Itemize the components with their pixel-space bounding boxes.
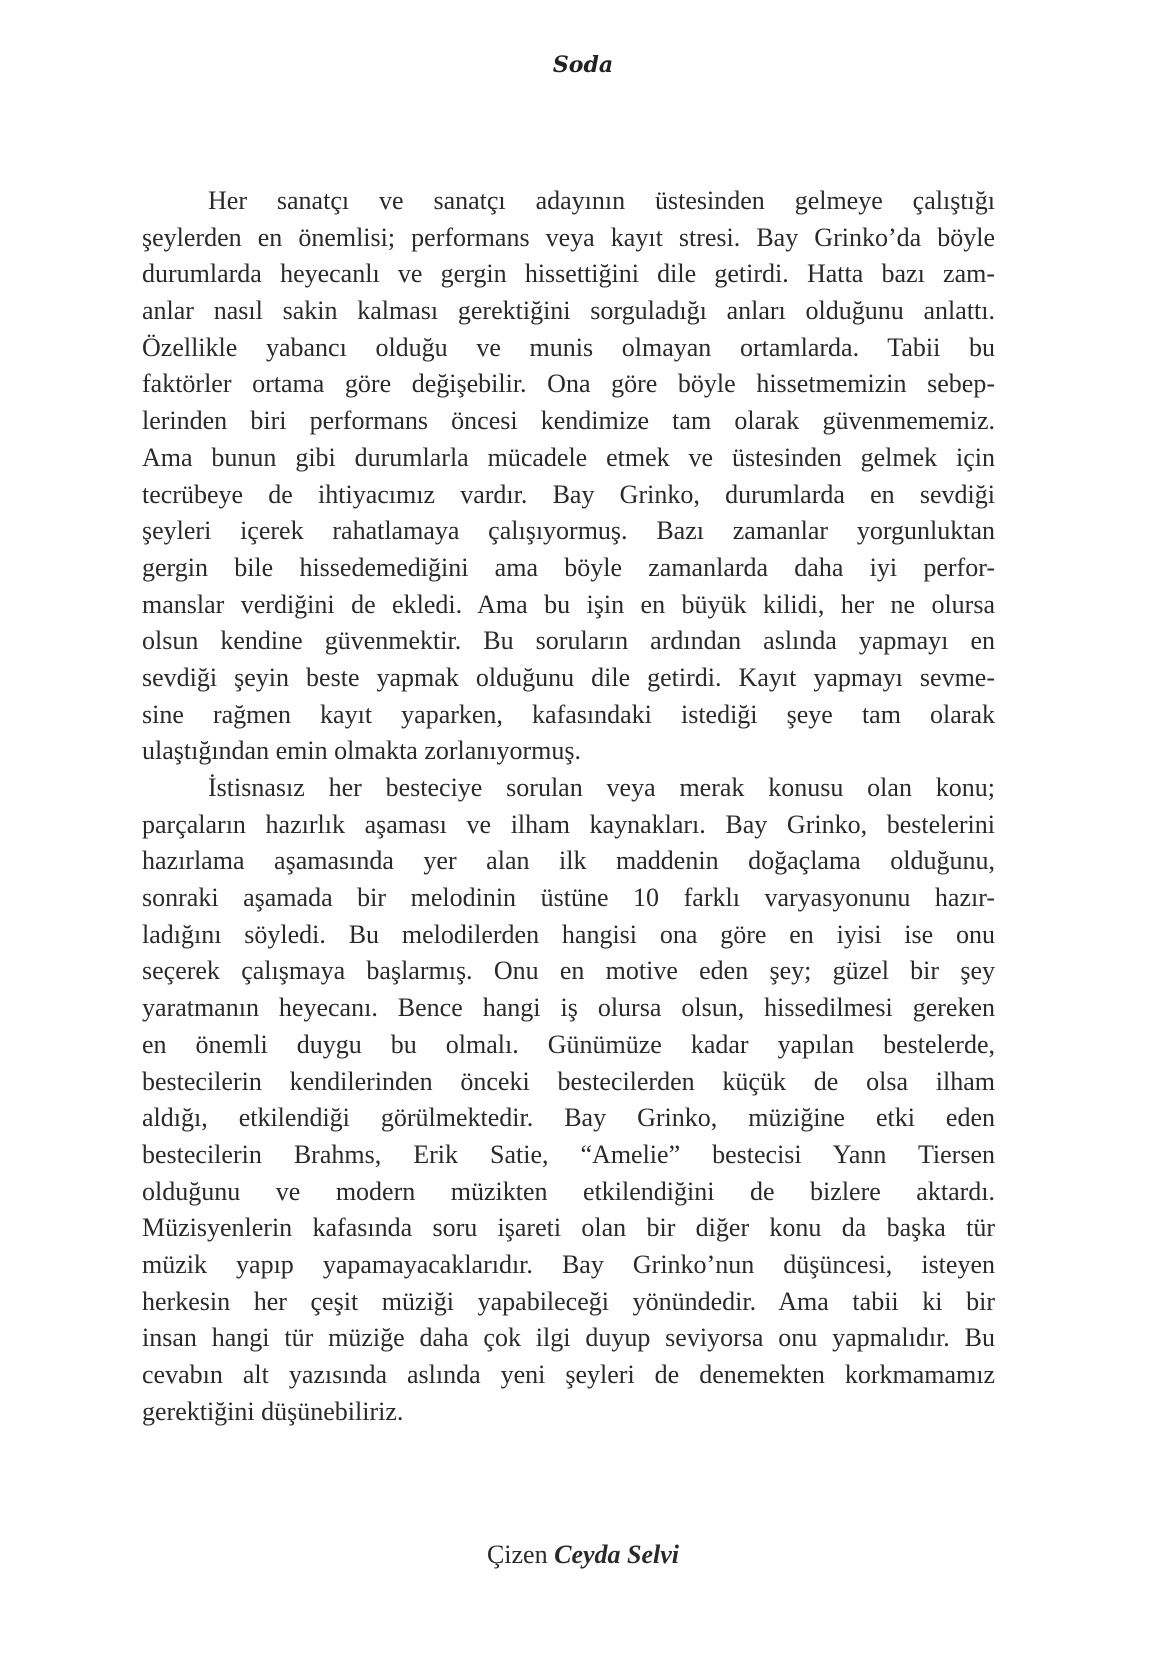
text-line: parçaların hazırlık aşaması ve ilham kaynakları. Bay Grinko, bestelerini [142,809,995,839]
article-body [142,183,995,1430]
text-line: lerinden biri performans öncesi kendimize tam olarak güvenmememiz. [142,406,995,436]
illustrator-name: Ceyda Selvi [554,1540,680,1569]
text-line: ulaştığından emin olmakta zorlanıyormuş. [142,736,582,766]
text-line: sevdiği şeyin beste yapmak olduğunu dile getirdi. Kayıt yapmayı sevme- [142,662,995,692]
text-line: cevabın alt yazısında aslında yeni şeyleri de denemekten korkmamamız [142,1360,995,1389]
text-line: herkesin her çeşit müziği yapabileceği yönündedir. Ama tabii ki bir [142,1286,995,1316]
text-line: Ama bunun gibi durumlarla mücadele etmek ve üstesinden gelmek için [142,442,995,472]
credit-prefix: Çizen [486,1540,548,1569]
text-line: İstisnasız her besteciye sorulan veya merak konusu olan konu; [208,773,995,802]
running-header-title: Soda [552,52,614,78]
text-line: Her sanatçı ve sanatçı adayının üstesinden gelmeye çalıştığı [208,186,995,215]
text-line: ladığını söyledi. Bu melodilerden hangisi ona göre en iyisi ise onu [142,919,995,949]
text-line: sonraki aşamada bir melodinin üstüne 10 farklı varyasyonunu hazır- [142,883,995,913]
illustrator-credit [0,1540,1166,1570]
text-line: olduğunu ve modern müzikten etkilendiğini de bizlere aktardı. [142,1176,995,1206]
text-line: sine rağmen kayıt yaparken, kafasındaki istediği şeye tam olarak [142,699,995,729]
paragraph-1 [142,183,995,770]
text-line: manslar verdiğini de ekledi. Ama bu işin en büyük kilidi, her ne olursa [142,589,995,619]
text-line: Müzisyenlerin kafasında soru işareti olan bir diğer konu da başka tür [142,1213,995,1243]
text-line: olsun kendine güvenmektir. Bu soruların ardından aslında yapmayı en [142,626,995,656]
text-line: gergin bile hissedemediğini ama böyle zamanlarda daha iyi perfor- [142,552,995,582]
text-line: faktörler ortama göre değişebilir. Ona göre böyle hissetmemizin sebep- [142,369,995,399]
text-line: şeylerden en önemlisi; performans veya kayıt stresi. Bay Grinko’da böyle [142,222,995,252]
paragraph-2 [142,770,995,1430]
text-line: bestecilerin kendilerinden önceki bestecilerden küçük de olsa ilham [142,1066,995,1096]
text-line: tecrübeye de ihtiyacımız vardır. Bay Grinko, durumlarda en sevdiği [142,479,995,509]
text-line: şeyleri içerek rahatlamaya çalışıyormuş. Bazı zamanlar yorgunluktan [142,516,995,546]
text-line: durumlarda heyecanlı ve gergin hissettiğini dile getirdi. Hatta bazı zam- [142,259,995,289]
text-line: müzik yapıp yapamayacaklarıdır. Bay Grinko’nun düşüncesi, isteyen [142,1249,995,1279]
text-line: anlar nasıl sakin kalması gerektiğini sorguladığı anları olduğunu anlattı. [142,296,995,326]
text-line: bestecilerin Brahms, Erik Satie, “Amelie” bestecisi Yann Tiersen [142,1139,995,1169]
text-line: aldığı, etkilendiği görülmektedir. Bay Grinko, müziğine etki eden [142,1103,995,1133]
text-line: seçerek çalışmaya başlarmış. Onu en motive eden şey; güzel bir şey [142,956,995,986]
text-line: hazırlama aşamasında yer alan ilk maddenin doğaçlama olduğunu, [142,846,995,876]
text-line: en önemli duygu bu olmalı. Günümüze kadar yapılan bestelerde, [142,1029,995,1059]
text-line: insan hangi tür müziğe daha çok ilgi duyup seviyorsa onu yapmalıdır. Bu [142,1323,995,1353]
text-line: yaratmanın heyecanı. Bence hangi iş olursa olsun, hissedilmesi gereken [142,993,995,1023]
text-line: Özellikle yabancı olduğu ve munis olmayan ortamlarda. Tabii bu [142,332,995,362]
text-line: gerektiğini düşünebiliriz. [142,1396,404,1426]
